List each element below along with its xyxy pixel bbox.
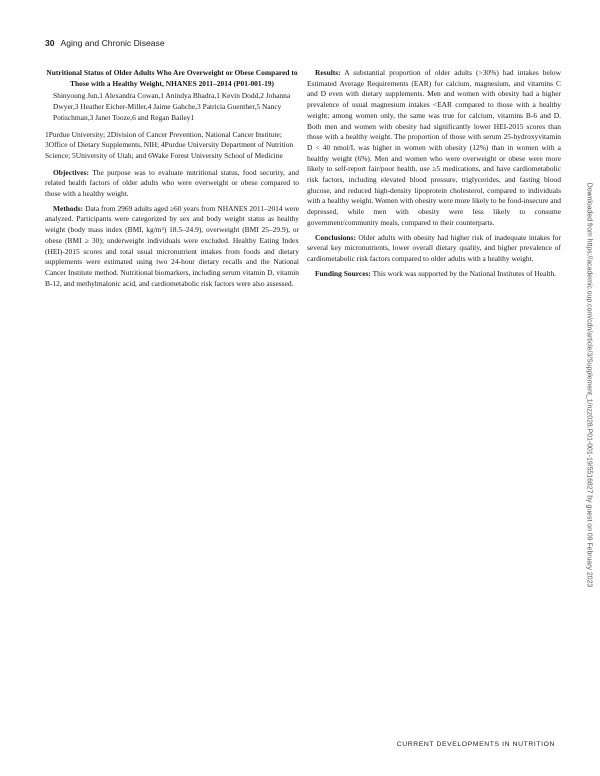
download-notice-sidebar <box>585 170 593 600</box>
conclusions-label: Conclusions: <box>315 232 356 242</box>
funding-label: Funding Sources: <box>315 268 371 278</box>
results-label: Results: <box>315 68 341 77</box>
objectives-label: Objectives: <box>53 167 89 177</box>
running-head <box>45 38 165 48</box>
objectives-paragraph <box>45 168 299 200</box>
download-notice: Downloaded from https://academic.oup.com/cdn/article/3/Supplement_1/nzz028.P01-001-19/5516827 by guest on 09 February 2023 <box>585 182 593 588</box>
objectives-text: The purpose was to evaluate nutritional status, food security, and related health factors of older adults who were overweight or obese compared to those with a healthy weight. <box>45 167 299 199</box>
methods-text: Data from 2969 adults aged ≥60 years from NHANES 2011–2014 were analyzed. Participants were categorized by sex and body weight status as healthy weight (body mass index (BMI, kg/m²) 18.5–24.9), overweight (BMI 25–29.9), or obese (BMI ≥ 30); underweight individuals were excluded. Healthy Eating Index (HEI)-2015 scores and total usual micronutrient intakes from foods and dietary supplements were estimated using two 24-hour dietary recalls and the National Cancer Institute method. Nutritional biomarkers, including serum vitamin D, vitamin B-12, and methylmalonic acid, and cardiometabolic risk factors were also assessed. <box>45 203 299 288</box>
author-list: Shinyoung Jun,1 Alexandra Cowan,1 Anindya Bhadra,1 Kevin Dodd,2 Johanna Dwyer,3 Heather Eicher-Miller,4 Jaime Gahche,3 Patricia Guenther,5 Nancy Potischman,3 Janet Tooze,6 and Regan Bailey1 <box>53 91 291 122</box>
results-text: A substantial proportion of older adults (>30%) had intakes below Estimated Average Requirements (EAR) for calcium, magnesium, and vitamins C and D even with dietary supplements. Men and women with obesity had a higher prevalence of usual magnesium intakes <EAR compared to those with a healthy weight; among women only, the same was true for calcium, vitamins B-6 and D. Both men and women with obesity had significantly lower HEI-2015 scores than those with a healthy weight. The proportion of those with serum 25-hydroxyvitamin D < 40 nmol/L was higher in women with obesity (12%) than in women with a healthy weight (6%). Men and women who were overweight or obese were more likely to self-report fair/poor health, use ≥5 medications, and have cardiometabolic risk factors, including elevated blood pressure, triglycerides, and fasting blood glucose, and reduced high-density lipoprotein cholesterol, compared to individuals with a healthy weight. Women with obesity were more likely to be food-insecure and depressed, while men with obesity were less likely to consume government/community meals, compared to their counterparts. <box>307 68 561 227</box>
left-column <box>45 68 299 289</box>
methods-paragraph <box>45 204 299 290</box>
journal-section-title: Aging and Chronic Disease <box>60 38 165 48</box>
funding-paragraph <box>307 269 561 280</box>
journal-footer: CURRENT DEVELOPMENTS IN NUTRITION <box>396 741 555 748</box>
funding-text: This work was supported by the National Institutes of Health. <box>370 268 557 278</box>
results-paragraph <box>307 68 561 229</box>
affiliations: 1Purdue University; 2Division of Cancer Prevention, National Cancer Institute; 3Office of Dietary Supplements, NIH; 4Purdue University Department of Nutrition Science; 5University of Utah; and 6Wake Forest University School of Medicine <box>45 129 294 160</box>
page-number: 30 <box>45 38 55 48</box>
conclusions-text: Older adults with obesity had higher risk of inadequate intakes for several key micronutrients, lower overall dietary quality, and higher prevalence of cardiometabolic risk factors compared to older adults with a healthy weight. <box>307 232 561 263</box>
methods-label: Methods: <box>53 203 84 213</box>
article-title: Nutritional Status of Older Adults Who Are Overweight or Obese Compared to Those with a Healthy Weight, NHANES 2011–2014 (P01-001-19) <box>46 68 298 88</box>
conclusions-paragraph <box>307 233 561 265</box>
right-column <box>307 68 561 279</box>
